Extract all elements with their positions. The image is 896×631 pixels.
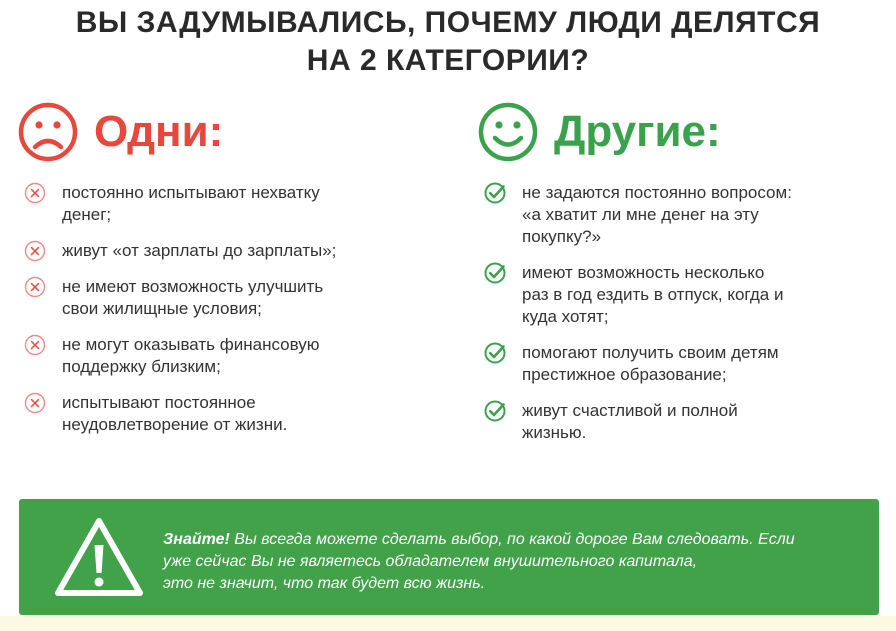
sad-face-icon — [18, 102, 78, 162]
check-icon — [484, 262, 506, 284]
item-line: живут счастливой и полной — [522, 401, 738, 420]
left-column — [18, 100, 438, 434]
list-item — [24, 276, 438, 320]
notice-text — [163, 529, 869, 595]
headline — [0, 4, 896, 80]
list-item — [484, 400, 888, 444]
item-line: испытывают постоянное — [62, 393, 256, 412]
notice-bold: Знайте! — [163, 531, 230, 548]
item-line: престижное образование; — [522, 365, 727, 384]
check-icon — [484, 182, 506, 204]
list-item — [484, 342, 888, 386]
item-line: не задаются постоянно вопросом: — [522, 183, 792, 202]
right-list — [478, 182, 888, 458]
list-item — [484, 262, 888, 328]
item-line: постоянно испытывают нехватку — [62, 183, 320, 202]
list-item — [24, 334, 438, 378]
right-column-header — [478, 100, 888, 164]
notice-banner — [19, 499, 879, 615]
item-line: денег; — [62, 205, 112, 224]
notice-line-3: это не значит, что так будет всю жизнь. — [163, 575, 486, 592]
item-line: имеют возможность несколько — [522, 263, 765, 282]
item-line: раз в год ездить в отпуск, когда и — [522, 285, 784, 304]
bottom-strip — [0, 616, 896, 631]
item-line: свои жилищные условия; — [62, 299, 262, 318]
cross-icon — [24, 392, 46, 414]
item-line: помогают получить своим детям — [522, 343, 779, 362]
notice-line-2: уже сейчас Вы не являетесь обладателем внушительного капитала, — [163, 553, 698, 570]
list-item — [24, 240, 438, 262]
list-item — [24, 182, 438, 226]
cross-icon — [24, 182, 46, 204]
check-icon — [484, 342, 506, 364]
right-column — [478, 100, 888, 442]
cross-icon — [24, 276, 46, 298]
cross-icon — [24, 240, 46, 262]
notice-line-1: Вы всегда можете сделать выбор, по какой дороге Вам следовать. Если — [229, 531, 795, 548]
item-line: не имеют возможность улучшить — [62, 277, 324, 296]
item-line: поддержку близким; — [62, 357, 221, 376]
happy-face-icon — [478, 102, 538, 162]
check-icon — [484, 400, 506, 422]
left-list — [18, 182, 438, 450]
list-item — [484, 182, 888, 248]
list-item — [24, 392, 438, 436]
item-line: живут «от зарплаты до зарплаты»; — [62, 241, 337, 260]
item-line: покупку?» — [522, 227, 602, 246]
item-line: не могут оказывать финансовую — [62, 335, 320, 354]
item-line: жизнью. — [522, 423, 587, 442]
item-line: куда хотят; — [522, 307, 609, 326]
headline-line-1: ВЫ ЗАДУМЫВАЛИСЬ, ПОЧЕМУ ЛЮДИ ДЕЛЯТСЯ — [75, 6, 821, 39]
item-line: неудовлетворение от жизни. — [62, 415, 288, 434]
cross-icon — [24, 334, 46, 356]
item-line: «а хватит ли мне денег на эту — [522, 205, 759, 224]
warning-icon — [53, 515, 145, 599]
right-column-title: Другие: — [554, 107, 721, 156]
headline-line-2: НА 2 КАТЕГОРИИ? — [306, 44, 590, 77]
left-column-title: Одни: — [94, 107, 224, 156]
left-column-header — [18, 100, 438, 164]
